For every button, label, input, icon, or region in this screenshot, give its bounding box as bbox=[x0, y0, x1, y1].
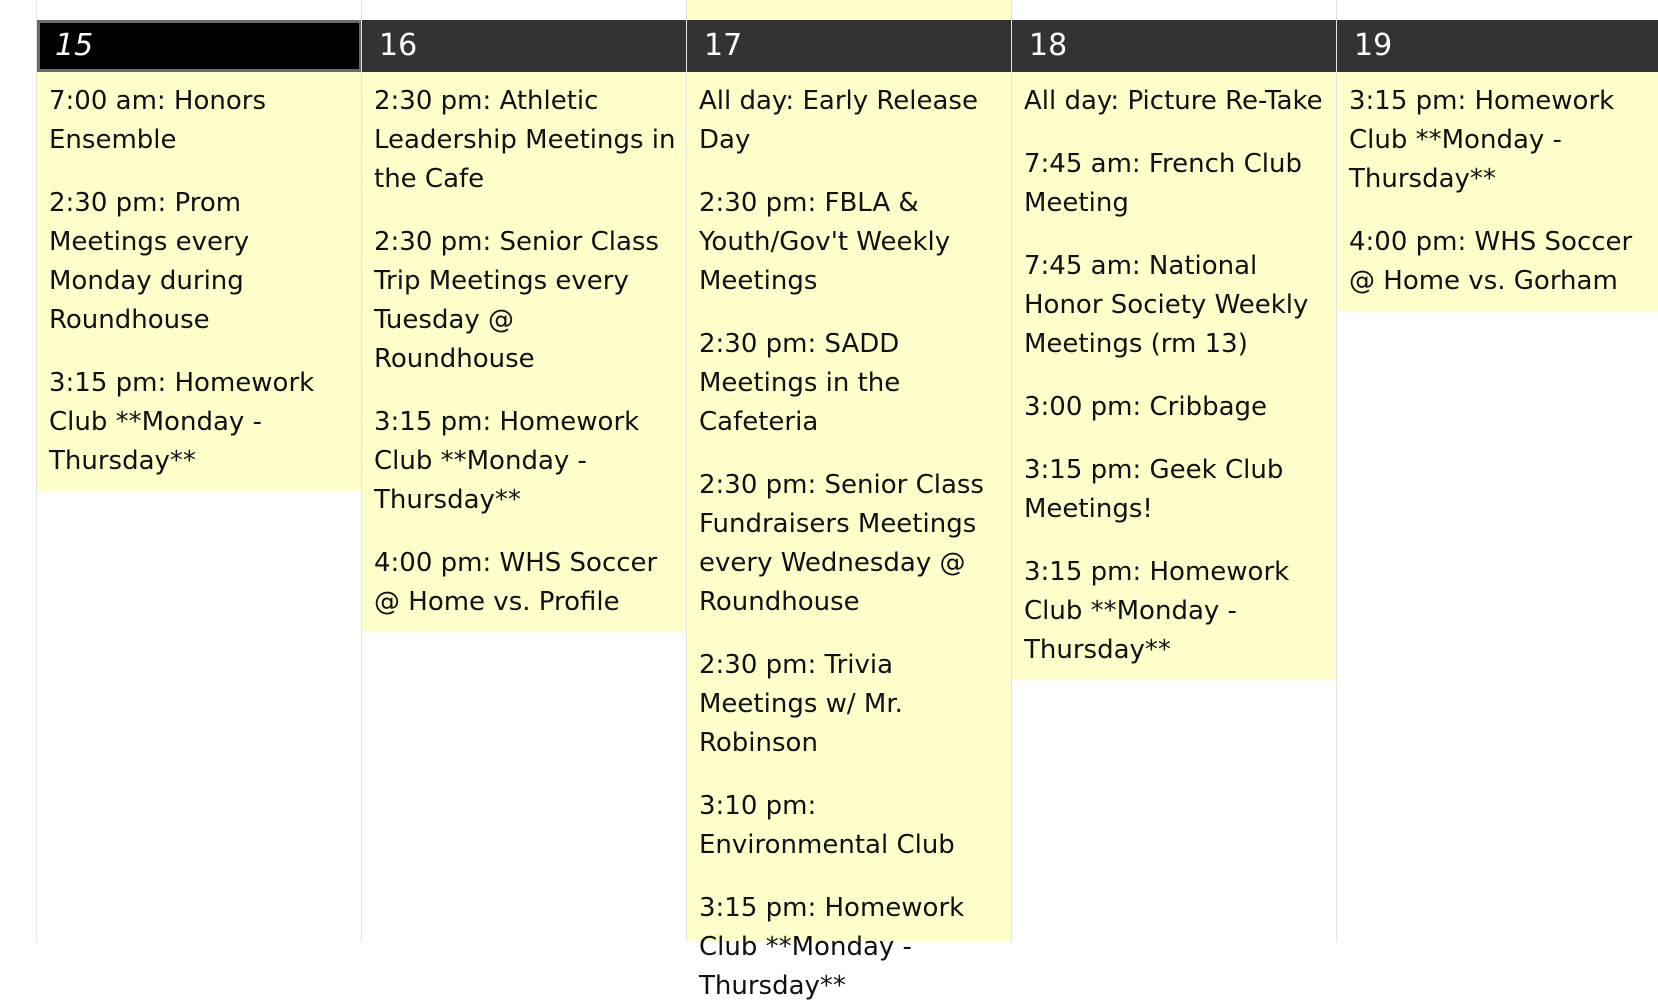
day-column-18 bbox=[1011, 0, 1337, 942]
day-top-spacer bbox=[1337, 0, 1658, 20]
event-item[interactable]: 3:15 pm: Homework Club **Monday - Thursday** bbox=[374, 407, 640, 515]
event-item[interactable]: All day: Picture Re-Take bbox=[1024, 86, 1323, 116]
day-number: 18 bbox=[1029, 28, 1068, 63]
event-item[interactable]: 3:15 pm: Homework Club **Monday - Thursday** bbox=[1024, 557, 1290, 665]
day-number: 16 bbox=[379, 28, 418, 63]
day-top-spacer bbox=[362, 0, 687, 20]
day-header[interactable] bbox=[362, 20, 687, 72]
event-item[interactable]: 2:30 pm: Prom Meetings every Monday during Roundhouse bbox=[49, 188, 250, 335]
day-column-16 bbox=[361, 0, 687, 942]
day-header[interactable] bbox=[687, 20, 1012, 72]
event-item[interactable]: 2:30 pm: FBLA & Youth/Gov't Weekly Meetings bbox=[699, 188, 951, 296]
day-header[interactable] bbox=[1012, 20, 1337, 72]
day-events bbox=[37, 72, 362, 491]
day-events bbox=[1012, 72, 1337, 680]
event-item[interactable]: 2:30 pm: Senior Class Trip Meetings every Tuesday @ Roundhouse bbox=[374, 227, 659, 374]
event-item[interactable]: 3:15 pm: Homework Club **Monday - Thursday** bbox=[1349, 86, 1615, 194]
day-number: 19 bbox=[1354, 28, 1393, 63]
day-column-19 bbox=[1336, 0, 1658, 942]
event-item[interactable]: 3:15 pm: Homework Club **Monday - Thursday** bbox=[49, 368, 315, 476]
day-top-spacer bbox=[1012, 0, 1337, 20]
day-header-today[interactable] bbox=[37, 20, 362, 72]
event-item[interactable]: 3:15 pm: Homework Club **Monday - Thursday** bbox=[699, 893, 965, 1001]
day-header[interactable] bbox=[1337, 20, 1658, 72]
event-item[interactable]: 3:00 pm: Cribbage bbox=[1024, 392, 1268, 422]
day-events bbox=[687, 72, 1012, 1001]
event-item[interactable]: 2:30 pm: Trivia Meetings w/ Mr. Robinson bbox=[699, 650, 903, 758]
day-events bbox=[1337, 72, 1658, 311]
event-item[interactable]: 7:45 am: French Club Meeting bbox=[1024, 149, 1302, 218]
day-top-spacer bbox=[37, 0, 362, 20]
event-item[interactable]: 3:10 pm: Environmental Club bbox=[699, 791, 955, 860]
event-item[interactable]: 2:30 pm: Athletic Leadership Meetings in the Cafe bbox=[374, 86, 676, 194]
day-top-spacer bbox=[687, 0, 1012, 20]
event-item[interactable]: 2:30 pm: Senior Class Fundraisers Meetings every Wednesday @ Roundhouse bbox=[699, 470, 984, 617]
event-item[interactable]: 2:30 pm: SADD Meetings in the Cafeteria bbox=[699, 329, 901, 437]
event-item[interactable]: 4:00 pm: WHS Soccer @ Home vs. Gorham bbox=[1349, 227, 1633, 296]
day-column-17 bbox=[686, 0, 1012, 1001]
event-item[interactable]: 3:15 pm: Geek Club Meetings! bbox=[1024, 455, 1284, 524]
day-number: 17 bbox=[704, 28, 743, 63]
day-events bbox=[362, 72, 687, 632]
event-item[interactable]: 4:00 pm: WHS Soccer @ Home vs. Profile bbox=[374, 548, 658, 617]
event-item[interactable]: 7:45 am: National Honor Society Weekly Meetings (rm 13) bbox=[1024, 251, 1309, 359]
event-item[interactable]: 7:00 am: Honors Ensemble bbox=[49, 86, 267, 155]
event-item[interactable]: All day: Early Release Day bbox=[699, 86, 978, 155]
day-number: 15 bbox=[55, 28, 94, 63]
day-column-15 bbox=[36, 0, 362, 942]
